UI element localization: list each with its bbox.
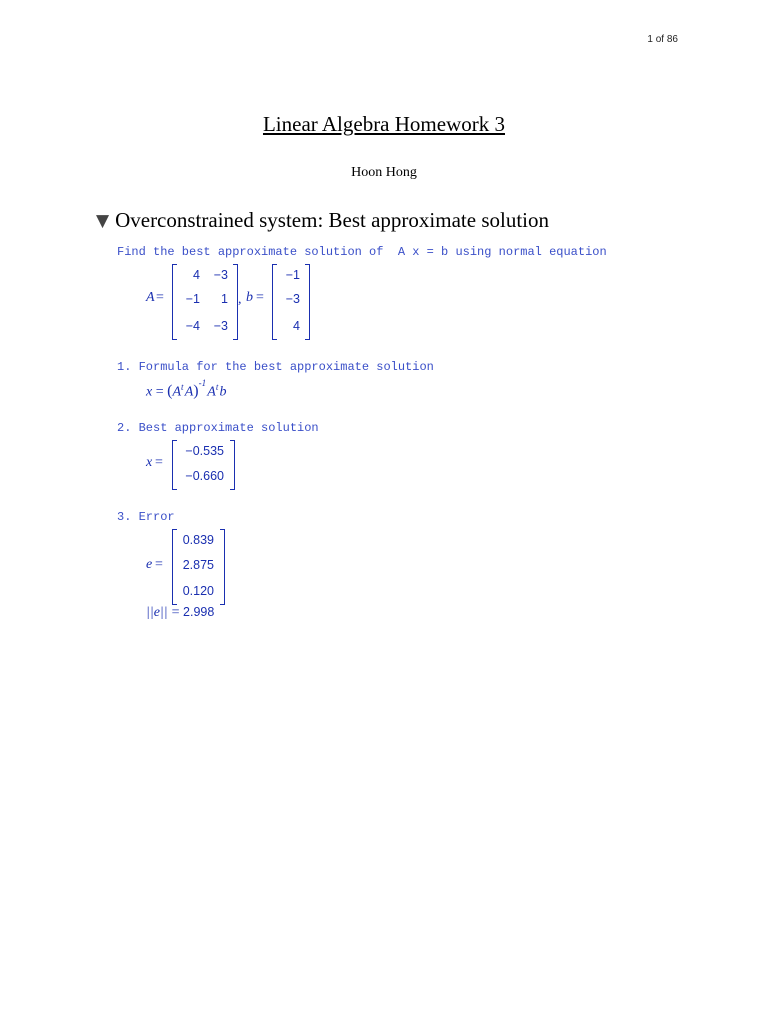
- matrix-a-cell: 1: [221, 292, 228, 306]
- page-number: 1 of 86: [647, 34, 678, 45]
- section-header[interactable]: [96, 208, 549, 233]
- error-cell: 2.875: [182, 558, 214, 572]
- error-var: e: [146, 557, 153, 572]
- equals-sign: =: [256, 290, 264, 305]
- vector-b-cell: −1: [285, 268, 300, 282]
- equals-sign: =: [156, 290, 164, 305]
- matrix-a-cell: −1: [185, 292, 200, 306]
- triangle-down-icon[interactable]: ▼: [96, 210, 110, 231]
- solution-var: x: [146, 455, 153, 470]
- solution-cell: −0.660: [185, 469, 224, 483]
- matrix-a-left-bracket: [172, 264, 177, 340]
- error-cell: 0.120: [182, 584, 214, 598]
- step3-label: 3. Error: [117, 510, 175, 524]
- matrix-a-cell: 4: [193, 268, 200, 282]
- error-norm-label: ||e||: [146, 605, 168, 620]
- error-right-bracket: [220, 529, 225, 605]
- comma: ,: [238, 292, 242, 307]
- step1-label: 1. Formula for the best approximate solution: [117, 360, 434, 374]
- intro-text: Find the best approximate solution of A x = b using normal equation: [117, 245, 607, 259]
- section-heading: Overconstrained system: Best approximate solution: [115, 208, 549, 232]
- error-cell: 0.839: [182, 533, 214, 547]
- normal-equation-formula: $x = (A^t$ A)$^{-1}$ $A^t$ b: [146, 378, 227, 400]
- equals-sign: =: [155, 455, 163, 470]
- vector-b-left-bracket: [272, 264, 277, 340]
- error-norm: ||e|| = 2.998: [146, 605, 215, 620]
- matrix-a-cell: −4: [185, 319, 200, 333]
- solution-left-bracket: [172, 440, 177, 490]
- matrix-a-cell: −3: [213, 268, 228, 282]
- vector-b-cell: 4: [293, 319, 300, 333]
- error-norm-value: 2.998: [183, 605, 215, 619]
- matrix-a-cell: −3: [213, 319, 228, 333]
- vector-b-cell: −3: [285, 292, 300, 306]
- equals-sign: =: [155, 557, 163, 572]
- solution-cell: −0.535: [185, 444, 224, 458]
- matrix-a-label: A: [146, 290, 155, 305]
- vector-b-right-bracket: [305, 264, 310, 340]
- step2-label: 2. Best approximate solution: [117, 421, 319, 435]
- author-name: Hoon Hong: [351, 165, 417, 180]
- page-title: Linear Algebra Homework 3: [262, 112, 505, 136]
- vector-b-label: b: [246, 290, 253, 305]
- solution-right-bracket: [230, 440, 235, 490]
